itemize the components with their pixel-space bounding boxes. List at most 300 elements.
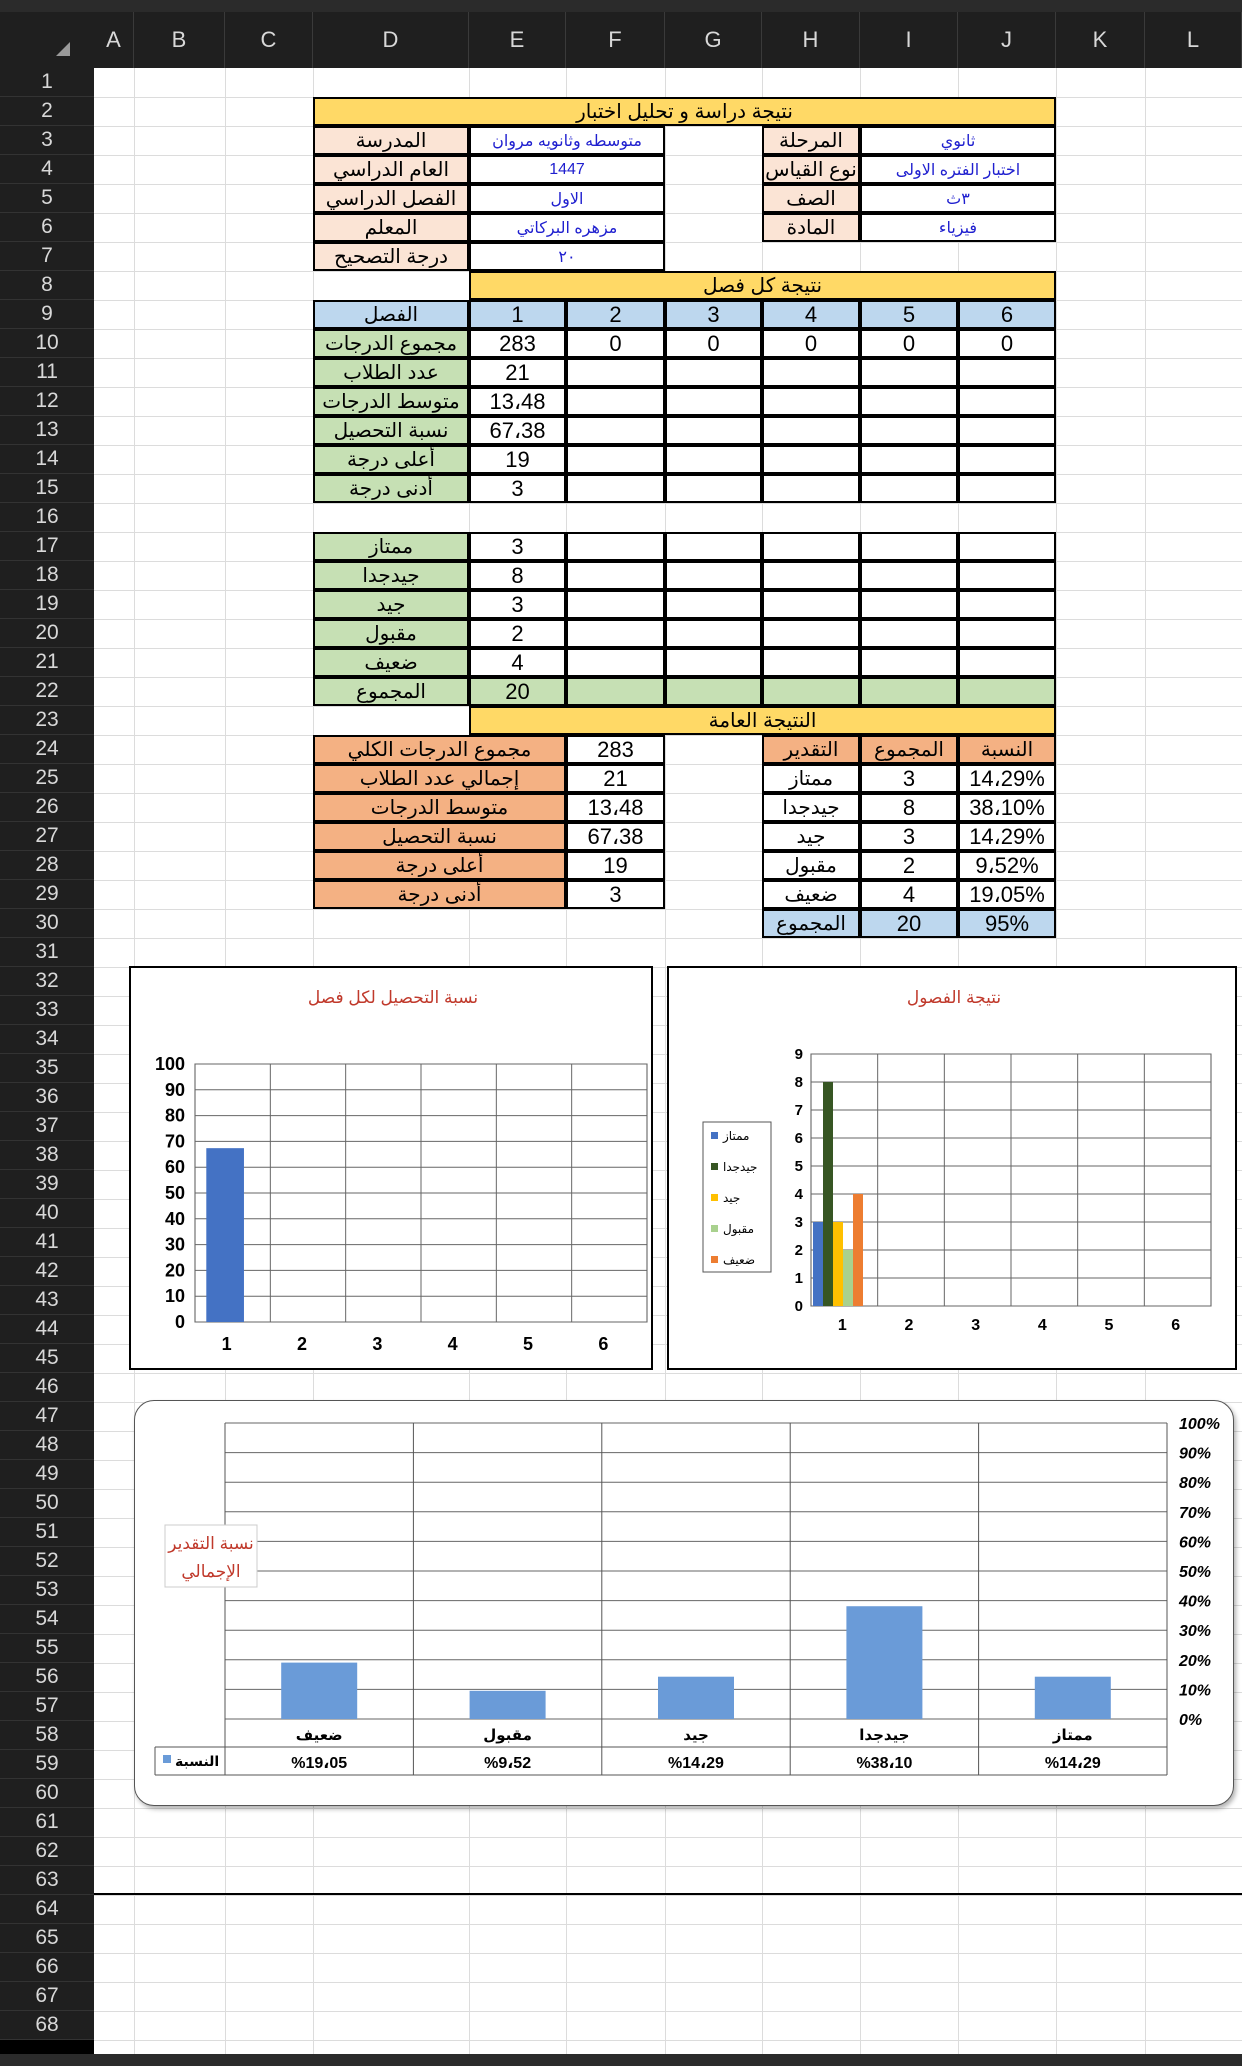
y-tick-label: 7 bbox=[794, 1102, 803, 1119]
bar bbox=[281, 1663, 357, 1719]
value-cell[interactable]: 0 bbox=[762, 329, 860, 358]
y-tick-label: 80 bbox=[164, 1105, 185, 1126]
info-label[interactable]: المعلم bbox=[313, 213, 469, 242]
value-cell[interactable] bbox=[665, 445, 762, 474]
grade-percent[interactable]: 19،05% bbox=[958, 880, 1056, 909]
row-header-64[interactable]: 64 bbox=[0, 1895, 94, 1924]
row-header-24[interactable]: 24 bbox=[0, 735, 94, 764]
row-header-20[interactable]: 20 bbox=[0, 619, 94, 648]
legend-label: ممتاز bbox=[723, 1129, 750, 1143]
x-tick-label: 1 bbox=[837, 1317, 847, 1334]
grade-value[interactable]: 3 bbox=[469, 532, 566, 561]
column-header-b[interactable]: B bbox=[134, 12, 225, 68]
overall-grade-chart[interactable] bbox=[134, 1400, 1234, 1806]
row-label[interactable]: مجموع الدرجات bbox=[313, 329, 469, 358]
bar bbox=[846, 1606, 922, 1719]
category-label: جيدجدا bbox=[859, 1727, 910, 1744]
chart-title-line: نسبة التقدير bbox=[168, 1534, 254, 1553]
grade-value[interactable] bbox=[762, 532, 860, 561]
row-header-1[interactable]: 1 bbox=[0, 68, 94, 97]
grade-value[interactable]: 8 bbox=[469, 561, 566, 590]
grade-value[interactable] bbox=[566, 677, 665, 706]
legend-label: ضعيف bbox=[723, 1253, 756, 1267]
bar-1 bbox=[813, 1222, 823, 1306]
row-label[interactable]: نسبة التحصيل bbox=[313, 416, 469, 445]
x-tick-label: 5 bbox=[522, 1334, 534, 1354]
row-header-30[interactable]: 30 bbox=[0, 909, 94, 938]
y-tick-label: 0% bbox=[1179, 1712, 1203, 1729]
row-header-39[interactable]: 39 bbox=[0, 1170, 94, 1199]
grade-value[interactable] bbox=[860, 619, 958, 648]
grade-name[interactable]: ضعيف bbox=[762, 880, 860, 909]
overall-value[interactable]: 19 bbox=[566, 851, 665, 880]
grade-name[interactable]: ممتاز bbox=[762, 764, 860, 793]
grade-value[interactable] bbox=[665, 590, 762, 619]
row-header-35[interactable]: 35 bbox=[0, 1054, 94, 1083]
row-header-18[interactable]: 18 bbox=[0, 561, 94, 590]
info-value[interactable]: فيزياء bbox=[860, 213, 1056, 242]
overall-label[interactable]: أعلى درجة bbox=[313, 851, 566, 880]
value-cell[interactable]: 3 bbox=[469, 474, 566, 503]
overall-value[interactable]: 13،48 bbox=[566, 793, 665, 822]
table-header[interactable]: الفصل bbox=[313, 300, 469, 329]
row-header-11[interactable]: 11 bbox=[0, 358, 94, 387]
grade-label[interactable]: مقبول bbox=[313, 619, 469, 648]
category-label: مقبول bbox=[483, 1727, 532, 1744]
grade-value[interactable] bbox=[566, 648, 665, 677]
info-label[interactable]: الفصل الدراسي bbox=[313, 184, 469, 213]
grade-value[interactable] bbox=[860, 590, 958, 619]
grade-label[interactable]: جيدجدا bbox=[313, 561, 469, 590]
page-break-line bbox=[94, 1893, 1242, 1895]
grade-label[interactable]: المجموع bbox=[313, 677, 469, 706]
y-tick-label: 30% bbox=[1179, 1623, 1212, 1641]
value-cell[interactable] bbox=[566, 387, 665, 416]
y-tick-label: 60 bbox=[164, 1157, 185, 1178]
row-header-32[interactable]: 32 bbox=[0, 967, 94, 996]
class-header[interactable]: 4 bbox=[762, 300, 860, 329]
row-header-37[interactable]: 37 bbox=[0, 1112, 94, 1141]
value-cell[interactable] bbox=[566, 474, 665, 503]
grade-total[interactable]: 3 bbox=[860, 764, 958, 793]
row-header-66[interactable]: 66 bbox=[0, 1953, 94, 1982]
grade-value[interactable] bbox=[762, 648, 860, 677]
row-header-59[interactable]: 59 bbox=[0, 1750, 94, 1779]
row-header-42[interactable]: 42 bbox=[0, 1257, 94, 1286]
row-header-40[interactable]: 40 bbox=[0, 1199, 94, 1228]
row-header-48[interactable]: 48 bbox=[0, 1431, 94, 1460]
value-label: %38،10 bbox=[856, 1755, 913, 1772]
value-cell[interactable] bbox=[762, 358, 860, 387]
row-header-41[interactable]: 41 bbox=[0, 1228, 94, 1257]
category-label: ممتاز bbox=[1052, 1727, 1093, 1744]
y-tick-label: 100% bbox=[1179, 1416, 1220, 1433]
value-cell[interactable] bbox=[665, 416, 762, 445]
x-tick-label: 4 bbox=[1037, 1317, 1047, 1334]
value-cell[interactable] bbox=[860, 474, 958, 503]
overall-label[interactable]: مجموع الدرجات الكلي bbox=[313, 735, 566, 764]
legend-swatch bbox=[711, 1225, 718, 1232]
row-label[interactable]: أدنى درجة bbox=[313, 474, 469, 503]
section-title[interactable]: نتيجة كل فصل bbox=[469, 271, 1056, 300]
chart-title-line: الإجمالي bbox=[181, 1562, 241, 1581]
row-header-60[interactable]: 60 bbox=[0, 1779, 94, 1808]
value-label: %14،29 bbox=[1044, 1755, 1101, 1772]
value-cell[interactable] bbox=[566, 358, 665, 387]
grade-value[interactable]: 20 bbox=[469, 677, 566, 706]
grade-total[interactable]: 3 bbox=[860, 822, 958, 851]
row-header-8[interactable]: 8 bbox=[0, 271, 94, 300]
row-header-62[interactable]: 62 bbox=[0, 1837, 94, 1866]
y-tick-label: 9 bbox=[794, 1046, 803, 1063]
column-header-f[interactable]: F bbox=[566, 12, 665, 68]
row-header-28[interactable]: 28 bbox=[0, 851, 94, 880]
overall-label[interactable]: متوسط الدرجات bbox=[313, 793, 566, 822]
grade-total[interactable]: 4 bbox=[860, 880, 958, 909]
x-tick-label: 3 bbox=[971, 1317, 981, 1334]
grade-value[interactable] bbox=[860, 648, 958, 677]
legend-swatch bbox=[711, 1194, 718, 1201]
section-title[interactable]: النتيجة العامة bbox=[469, 706, 1056, 735]
grade-name[interactable]: مقبول bbox=[762, 851, 860, 880]
column-header-g[interactable]: G bbox=[665, 12, 762, 68]
y-tick-label: 0 bbox=[174, 1312, 185, 1332]
grade-name[interactable]: جيد bbox=[762, 822, 860, 851]
info-label[interactable]: المرحلة bbox=[762, 126, 860, 155]
row-header-23[interactable]: 23 bbox=[0, 706, 94, 735]
y-tick-label: 8 bbox=[794, 1074, 803, 1091]
row-header-46[interactable]: 46 bbox=[0, 1373, 94, 1402]
y-tick-label: 1 bbox=[794, 1270, 803, 1287]
grade-value[interactable]: 3 bbox=[469, 590, 566, 619]
y-tick-label: 3 bbox=[794, 1214, 803, 1231]
row-header-51[interactable]: 51 bbox=[0, 1518, 94, 1547]
value-cell[interactable] bbox=[860, 387, 958, 416]
row-header-61[interactable]: 61 bbox=[0, 1808, 94, 1837]
grade-value[interactable] bbox=[762, 619, 860, 648]
value-cell[interactable] bbox=[665, 387, 762, 416]
value-cell[interactable] bbox=[958, 474, 1056, 503]
value-cell[interactable] bbox=[958, 387, 1056, 416]
y-tick-label: 2 bbox=[794, 1242, 803, 1259]
overall-label[interactable]: إجمالي عدد الطلاب bbox=[313, 764, 566, 793]
info-label[interactable]: العام الدراسي bbox=[313, 155, 469, 184]
overall-value[interactable]: 67،38 bbox=[566, 822, 665, 851]
row-header-27[interactable]: 27 bbox=[0, 822, 94, 851]
grade-percent[interactable]: 38،10% bbox=[958, 793, 1056, 822]
info-label[interactable]: المدرسة bbox=[313, 126, 469, 155]
value-cell[interactable]: 0 bbox=[566, 329, 665, 358]
row-header-34[interactable]: 34 bbox=[0, 1025, 94, 1054]
y-tick-label: 40 bbox=[164, 1208, 185, 1229]
grade-value[interactable] bbox=[860, 561, 958, 590]
grade-value[interactable] bbox=[665, 619, 762, 648]
grade-value[interactable]: 2 bbox=[469, 619, 566, 648]
info-value[interactable]: اختبار الفتره الاولى bbox=[860, 155, 1056, 184]
value-cell[interactable]: 67،38 bbox=[469, 416, 566, 445]
horizontal-scrollbar[interactable] bbox=[0, 2054, 1242, 2066]
row-header-10[interactable]: 10 bbox=[0, 329, 94, 358]
class-header[interactable]: 6 bbox=[958, 300, 1056, 329]
row-header-6[interactable]: 6 bbox=[0, 213, 94, 242]
bar bbox=[470, 1691, 546, 1719]
row-header-68[interactable]: 68 bbox=[0, 2011, 94, 2040]
row-header-9[interactable]: 9 bbox=[0, 300, 94, 329]
x-tick-label: 3 bbox=[372, 1334, 383, 1354]
y-tick-label: 20 bbox=[164, 1260, 185, 1281]
value-cell[interactable] bbox=[566, 416, 665, 445]
y-tick-label: 40% bbox=[1179, 1593, 1212, 1611]
info-value[interactable]: ثانوي bbox=[860, 126, 1056, 155]
legend-label: مقبول bbox=[723, 1222, 755, 1236]
value-cell[interactable]: 19 bbox=[469, 445, 566, 474]
class-header[interactable]: 1 bbox=[469, 300, 566, 329]
grade-value[interactable] bbox=[958, 590, 1056, 619]
info-label[interactable]: الصف bbox=[762, 184, 860, 213]
value-cell[interactable] bbox=[762, 445, 860, 474]
column-header-d[interactable]: D bbox=[313, 12, 469, 68]
row-label[interactable]: متوسط الدرجات bbox=[313, 387, 469, 416]
achievement-chart[interactable] bbox=[129, 966, 653, 1370]
value-label: %14،29 bbox=[668, 1755, 724, 1772]
column-header-l[interactable]: L bbox=[1145, 12, 1242, 68]
grade-total[interactable]: 8 bbox=[860, 793, 958, 822]
overall-label[interactable]: أدنى درجة bbox=[313, 880, 566, 909]
value-cell[interactable]: 283 bbox=[469, 329, 566, 358]
row-header-15[interactable]: 15 bbox=[0, 474, 94, 503]
x-tick-label: 6 bbox=[1171, 1317, 1181, 1334]
select-all-icon bbox=[56, 42, 70, 56]
row-header-7[interactable]: 7 bbox=[0, 242, 94, 271]
column-header-i[interactable]: I bbox=[860, 12, 958, 68]
value-cell[interactable] bbox=[958, 416, 1056, 445]
y-tick-label: 70% bbox=[1179, 1504, 1212, 1522]
report-title[interactable]: نتيجة دراسة و تحليل اختبار bbox=[313, 97, 1056, 126]
value-cell[interactable]: 21 bbox=[469, 358, 566, 387]
value-cell[interactable] bbox=[762, 387, 860, 416]
info-label[interactable]: درجة التصحيح bbox=[313, 242, 469, 271]
achievement-chart-plot bbox=[131, 968, 651, 1368]
row-header-31[interactable]: 31 bbox=[0, 938, 94, 967]
value-cell[interactable] bbox=[762, 474, 860, 503]
row-header-21[interactable]: 21 bbox=[0, 648, 94, 677]
row-header-52[interactable]: 52 bbox=[0, 1547, 94, 1576]
legend-swatch bbox=[711, 1132, 718, 1139]
row-header-13[interactable]: 13 bbox=[0, 416, 94, 445]
legend-label: جيد bbox=[723, 1191, 741, 1205]
value-cell[interactable] bbox=[958, 358, 1056, 387]
column-header-e[interactable]: E bbox=[469, 12, 566, 68]
y-tick-label: 4 bbox=[794, 1186, 803, 1203]
y-tick-label: 10 bbox=[164, 1286, 185, 1307]
row-header-33[interactable]: 33 bbox=[0, 996, 94, 1025]
footer-total[interactable]: 20 bbox=[860, 909, 958, 938]
row-header-43[interactable]: 43 bbox=[0, 1286, 94, 1315]
x-tick-label: 2 bbox=[904, 1317, 914, 1334]
grade-label[interactable]: جيد bbox=[313, 590, 469, 619]
bar-3 bbox=[833, 1222, 843, 1306]
value-cell[interactable] bbox=[958, 445, 1056, 474]
classes-result-chart[interactable] bbox=[667, 966, 1237, 1370]
row-header-5[interactable]: 5 bbox=[0, 184, 94, 213]
window-top-bar bbox=[0, 0, 1242, 12]
row-header-29[interactable]: 29 bbox=[0, 880, 94, 909]
column-header-h[interactable]: H bbox=[762, 12, 860, 68]
row-header-50[interactable]: 50 bbox=[0, 1489, 94, 1518]
x-tick-label: 1 bbox=[221, 1334, 232, 1354]
x-tick-label: 4 bbox=[447, 1334, 458, 1354]
grade-value[interactable] bbox=[958, 532, 1056, 561]
value-cell[interactable] bbox=[860, 445, 958, 474]
select-all-corner[interactable] bbox=[0, 12, 95, 68]
row-header-25[interactable]: 25 bbox=[0, 764, 94, 793]
row-header-3[interactable]: 3 bbox=[0, 126, 94, 155]
column-header-j[interactable]: J bbox=[958, 12, 1056, 68]
column-header-k[interactable]: K bbox=[1056, 12, 1145, 68]
column-header-a[interactable]: A bbox=[94, 12, 134, 68]
grade-percent[interactable]: 14،29% bbox=[958, 764, 1056, 793]
value-cell[interactable] bbox=[665, 474, 762, 503]
row-header-16[interactable]: 16 bbox=[0, 503, 94, 532]
y-tick-label: 20% bbox=[1179, 1652, 1212, 1670]
bar-2 bbox=[823, 1082, 833, 1306]
grade-value[interactable]: 4 bbox=[469, 648, 566, 677]
grade-value[interactable] bbox=[860, 532, 958, 561]
class-header[interactable]: 2 bbox=[566, 300, 665, 329]
x-tick-label: 6 bbox=[598, 1334, 609, 1354]
footer-percent[interactable]: 95% bbox=[958, 909, 1056, 938]
row-header-44[interactable]: 44 bbox=[0, 1315, 94, 1344]
table-header[interactable]: المجموع bbox=[860, 735, 958, 764]
overall-value[interactable]: 283 bbox=[566, 735, 665, 764]
grade-percent[interactable]: 9،52% bbox=[958, 851, 1056, 880]
row-label[interactable]: عدد الطلاب bbox=[313, 358, 469, 387]
grade-total[interactable]: 2 bbox=[860, 851, 958, 880]
value-cell[interactable]: 0 bbox=[665, 329, 762, 358]
y-tick-label: 90 bbox=[164, 1079, 185, 1100]
row-header-63[interactable]: 63 bbox=[0, 1866, 94, 1895]
row-header-49[interactable]: 49 bbox=[0, 1460, 94, 1489]
grade-value[interactable] bbox=[958, 619, 1056, 648]
y-tick-label: 30 bbox=[164, 1234, 185, 1255]
value-cell[interactable] bbox=[566, 445, 665, 474]
bar bbox=[1035, 1677, 1111, 1719]
row-header-45[interactable]: 45 bbox=[0, 1344, 94, 1373]
value-cell[interactable]: 0 bbox=[860, 329, 958, 358]
info-value[interactable]: ٣ث bbox=[860, 184, 1056, 213]
overall-value[interactable]: 21 bbox=[566, 764, 665, 793]
row-label[interactable]: أعلى درجة bbox=[313, 445, 469, 474]
table-header[interactable]: النسبة bbox=[958, 735, 1056, 764]
row-header-17[interactable]: 17 bbox=[0, 532, 94, 561]
bar bbox=[206, 1148, 244, 1322]
y-tick-label: 70 bbox=[164, 1131, 185, 1152]
grade-value[interactable] bbox=[762, 677, 860, 706]
table-header[interactable]: التقدير bbox=[762, 735, 860, 764]
info-value[interactable]: 1447 bbox=[469, 155, 665, 184]
row-header-57[interactable]: 57 bbox=[0, 1692, 94, 1721]
column-header-c[interactable]: C bbox=[225, 12, 313, 68]
grade-value[interactable] bbox=[665, 648, 762, 677]
row-header-54[interactable]: 54 bbox=[0, 1605, 94, 1634]
bar-4 bbox=[843, 1250, 853, 1306]
grade-value[interactable] bbox=[566, 619, 665, 648]
value-cell[interactable]: 0 bbox=[958, 329, 1056, 358]
value-cell[interactable] bbox=[665, 358, 762, 387]
info-value[interactable]: الاول bbox=[469, 184, 665, 213]
class-header[interactable]: 3 bbox=[665, 300, 762, 329]
row-header-2[interactable]: 2 bbox=[0, 97, 94, 126]
row-header-4[interactable]: 4 bbox=[0, 155, 94, 184]
row-header-56[interactable]: 56 bbox=[0, 1663, 94, 1692]
row-header-55[interactable]: 55 bbox=[0, 1634, 94, 1663]
bar bbox=[658, 1677, 734, 1719]
legend-swatch bbox=[163, 1755, 171, 1763]
row-header-58[interactable]: 58 bbox=[0, 1721, 94, 1750]
row-header-19[interactable]: 19 bbox=[0, 590, 94, 619]
row-header-47[interactable]: 47 bbox=[0, 1402, 94, 1431]
bar-5 bbox=[853, 1194, 863, 1306]
grade-value[interactable] bbox=[665, 677, 762, 706]
info-label[interactable]: المادة bbox=[762, 213, 860, 242]
legend-label: النسبة bbox=[175, 1753, 220, 1769]
row-header-67[interactable]: 67 bbox=[0, 1982, 94, 2011]
info-value[interactable]: متوسطه وثانويه مروان bbox=[469, 126, 665, 155]
row-header-53[interactable]: 53 bbox=[0, 1576, 94, 1605]
classes-result-chart-plot bbox=[669, 968, 1235, 1368]
grade-value[interactable] bbox=[860, 677, 958, 706]
value-cell[interactable] bbox=[762, 416, 860, 445]
y-tick-label: 90% bbox=[1179, 1445, 1212, 1463]
class-header[interactable]: 5 bbox=[860, 300, 958, 329]
y-tick-label: 80% bbox=[1179, 1475, 1212, 1493]
grade-name[interactable]: جيدجدا bbox=[762, 793, 860, 822]
grade-label[interactable]: ممتاز bbox=[313, 532, 469, 561]
overall-label[interactable]: نسبة التحصيل bbox=[313, 822, 566, 851]
grade-label[interactable]: ضعيف bbox=[313, 648, 469, 677]
row-header-36[interactable]: 36 bbox=[0, 1083, 94, 1112]
info-label[interactable]: نوع القياس bbox=[762, 155, 860, 184]
grade-value[interactable] bbox=[762, 561, 860, 590]
row-header-12[interactable]: 12 bbox=[0, 387, 94, 416]
grade-value[interactable] bbox=[665, 532, 762, 561]
row-header-65[interactable]: 65 bbox=[0, 1924, 94, 1953]
chart-title: نسبة التحصيل لكل فصل bbox=[307, 988, 479, 1007]
overall-value[interactable]: 3 bbox=[566, 880, 665, 909]
footer-label[interactable]: المجموع bbox=[762, 909, 860, 938]
value-cell[interactable] bbox=[860, 416, 958, 445]
value-cell[interactable] bbox=[860, 358, 958, 387]
grade-value[interactable] bbox=[762, 590, 860, 619]
value-cell[interactable]: 13،48 bbox=[469, 387, 566, 416]
category-label: جيد bbox=[683, 1727, 709, 1744]
grade-value[interactable] bbox=[566, 561, 665, 590]
row-header-26[interactable]: 26 bbox=[0, 793, 94, 822]
grade-value[interactable] bbox=[958, 677, 1056, 706]
overall-grade-chart-plot bbox=[135, 1401, 1233, 1805]
row-header-38[interactable]: 38 bbox=[0, 1141, 94, 1170]
grade-value[interactable] bbox=[665, 561, 762, 590]
info-value[interactable]: مزهره البركاتي bbox=[469, 213, 665, 242]
grade-value[interactable] bbox=[958, 561, 1056, 590]
info-value[interactable]: ٢٠ bbox=[469, 242, 665, 271]
grade-value[interactable] bbox=[566, 590, 665, 619]
grade-percent[interactable]: 14،29% bbox=[958, 822, 1056, 851]
grade-value[interactable] bbox=[566, 532, 665, 561]
row-header-22[interactable]: 22 bbox=[0, 677, 94, 706]
row-header-14[interactable]: 14 bbox=[0, 445, 94, 474]
grade-value[interactable] bbox=[958, 648, 1056, 677]
